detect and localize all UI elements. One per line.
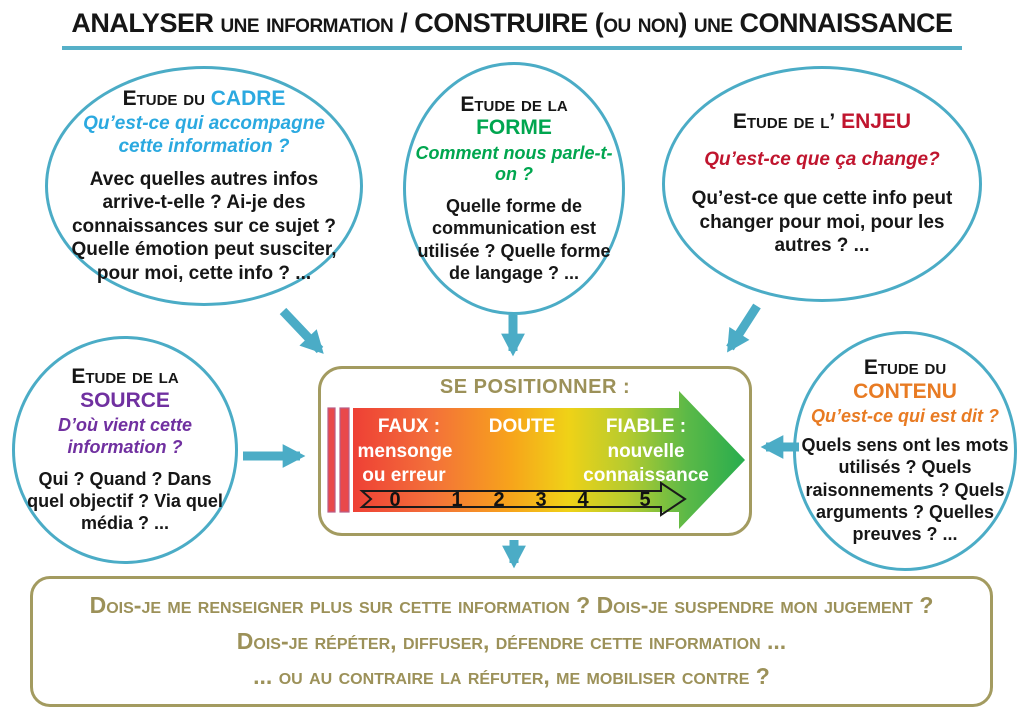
label-faux-sub1: mensonge — [357, 441, 453, 462]
bubble-contenu-question: Qu’est-ce qui est dit ? — [810, 406, 1000, 427]
label-fiable: FIABLE : — [605, 416, 687, 437]
title-underline — [62, 46, 962, 50]
conclusion-line-1: Dois-je me renseigner plus sur cette information ? Dois-je suspendre mon jugement ? — [89, 592, 934, 619]
bubble-forme-body: Quelle forme de communication est utilisée ? Quelle forme de langage ? ... — [417, 195, 611, 283]
bubble-cadre-body: Avec quelles autres infos arrive-t-elle ? Ai-je des connaissances sur ce sujet ? Quelle émotion peut susciter, pour moi, cette info ? ... — [71, 168, 337, 284]
conclusion-line-2: Dois-je répéter, diffuser, défendre cette information ... — [236, 627, 787, 654]
bubble-contenu — [793, 331, 1017, 571]
scale-tick-0: 0 — [389, 489, 401, 511]
bubble-forme-header — [460, 93, 567, 140]
page-title: ANALYSER une information / CONSTRUIRE (ou non) une CONNAISSANCE — [71, 8, 953, 38]
scale-tick-4: 4 — [577, 489, 589, 511]
se-positionner-title: SE POSITIONNER : — [439, 376, 631, 398]
tail-bar-icon — [328, 408, 335, 512]
bubble-cadre-prefix: Etude du — [122, 86, 205, 110]
tail-bar-icon — [340, 408, 349, 512]
bubble-enjeu-question: Qu’est-ce que ça change? — [704, 148, 940, 170]
bubble-contenu-keyword: CONTENU — [853, 379, 957, 403]
label-fiable-sub1: nouvelle — [607, 441, 685, 462]
bubble-source-body: Qui ? Quand ? Dans quel objectif ? Via quel média ? ... — [27, 468, 223, 534]
bubble-contenu-header — [853, 356, 957, 403]
conclusion-line-3: ... ou au contraire la réfuter, me mobiliser contre ? — [253, 663, 770, 690]
label-faux-sub2: ou erreur — [362, 465, 446, 486]
label-doute: DOUTE — [488, 416, 556, 437]
label-fiable-sub2: connaissance — [583, 465, 709, 486]
bubble-cadre — [45, 66, 363, 306]
bubble-forme-keyword: FORME — [476, 116, 552, 140]
arrow-cadre-to-center-icon — [283, 311, 320, 350]
scale-tick-2: 2 — [493, 489, 505, 511]
bubble-cadre-keyword: CADRE — [210, 86, 286, 110]
bubble-source-header — [71, 365, 178, 412]
bubble-source-keyword: SOURCE — [80, 388, 170, 412]
conclusion-box — [30, 576, 993, 707]
bubble-source — [12, 336, 238, 564]
bubble-enjeu-body: Qu’est-ce que cette info peut changer pour moi, pour les autres ? ... — [691, 188, 953, 257]
bubble-forme-question: Comment nous parle-t-on ? — [415, 142, 613, 185]
bubble-source-prefix: Etude de la — [71, 365, 179, 389]
bubble-enjeu — [662, 66, 982, 302]
bubble-contenu-prefix: Etude du — [863, 356, 947, 380]
bubble-enjeu-prefix: Etude de l’ — [732, 110, 836, 134]
scale-tick-5: 5 — [639, 489, 651, 511]
bubble-contenu-body: Quels sens ont les mots utilisés ? Quels raisonnements ? Quels arguments ? Quelles preuves ? ... — [801, 435, 1009, 545]
bubble-enjeu-keyword: ENJEU — [841, 110, 912, 134]
bubble-cadre-question: Qu’est-ce qui accompagne cette information ? — [83, 113, 325, 157]
scale-tick-3: 3 — [535, 489, 547, 511]
scale-tick-1: 1 — [451, 489, 463, 511]
bubble-cadre-header — [123, 87, 286, 111]
bubble-enjeu-header — [733, 110, 911, 134]
bubble-source-question: D’où vient cette information ? — [57, 415, 193, 458]
bubble-forme-prefix: Etude de la — [460, 92, 568, 116]
label-faux: FAUX : — [377, 416, 441, 437]
bubble-forme — [403, 62, 625, 315]
arrow-enjeu-to-center-icon — [730, 306, 757, 348]
